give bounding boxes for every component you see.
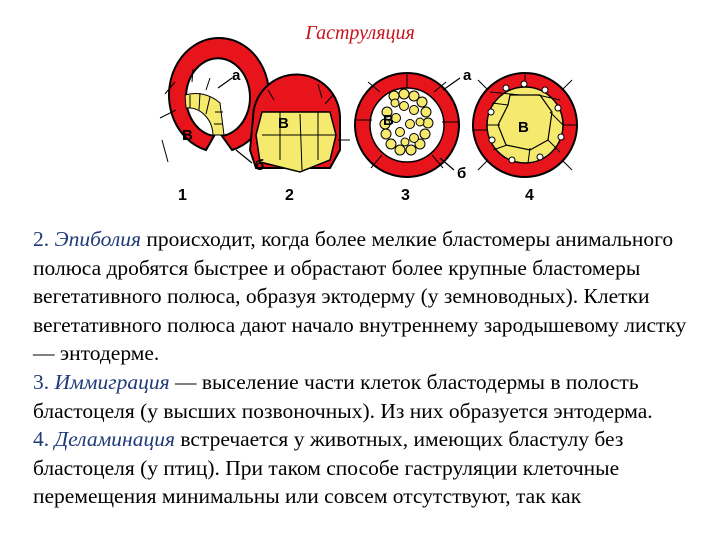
paragraph-text: встречается у животных, имеющих бластулу без бластоцеля (у птиц). При таком способе гаструляции клеточные перемещения минимальны или совсем отсутствуют, так как [33,427,624,509]
label-b-2: б [457,165,467,182]
number-2: 2 [285,187,294,204]
item-number: 4. [33,427,50,452]
item-number: 2. [33,227,50,251]
paragraph-epiboly [33,225,703,368]
term-epiboly: Эпиболия [54,227,141,251]
paragraph-delamination [33,425,703,511]
slide-title: Гаструляция [305,22,415,44]
paragraph-text: происходит, когда более мелкие бластомеры анимального полюса дробятся быстрее и обрастают более крупные бластомеры вегетативного полюса, образуя эктодерму (у земноводных). Клетки вегетативного полюса дают начало внутреннему зародышевому листку — энтодерме. [33,227,687,366]
number-3: 3 [401,187,410,204]
label-a-1: а [232,67,241,84]
label-a-2: а [463,67,472,84]
number-4: 4 [525,187,534,204]
label-v-3: В [383,112,394,129]
embryo-2 [250,75,350,205]
item-number: 3. [33,369,50,394]
embryo-3 [355,73,459,204]
number-1: 1 [178,187,187,204]
embryo-4 [472,73,577,204]
gastrulation-figure [0,0,720,215]
label-v-2: В [278,115,289,132]
term-delamination: Деламинация [54,427,175,452]
paragraph-text: — выселение части клеток бластодермы в полость бластоцеля (у высших позвоночных). Из них образуется энтодерма. [33,369,653,423]
term-immigration: Иммиграция [54,369,170,394]
label-b-1: б [255,157,265,174]
paragraph-immigration [33,368,703,425]
label-v-1: В [182,127,193,144]
body-text [33,225,703,511]
label-v-4: В [518,119,529,136]
